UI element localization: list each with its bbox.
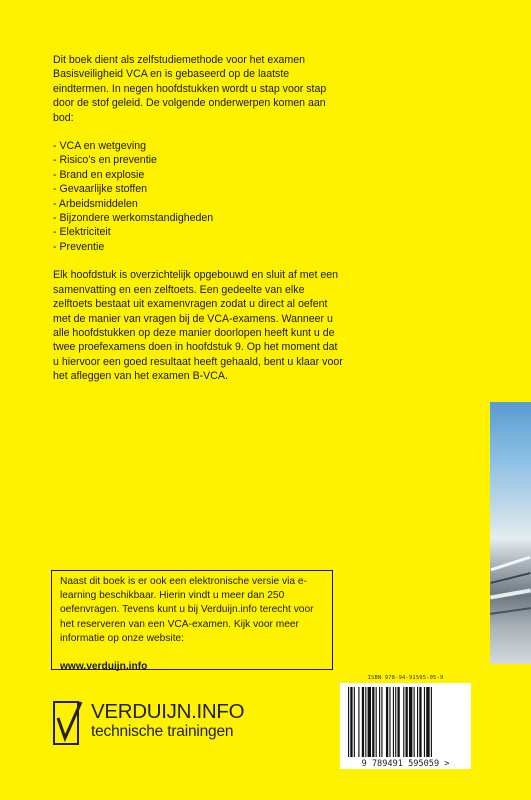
barcode-bar xyxy=(381,687,382,757)
barcode-bar xyxy=(354,687,355,757)
chapter-paragraph: Elk hoofdstuk is overzichtelijk opgebouwd en sluit af met een samenvatting en een zelftoets. Een gedeelte van elke zelftoets bestaat uit examenvragen zodat u direct al oefent met de manier van vragen bij de VCA-examens. Wanneer u alle hoofdstukken op deze manier doorlopen heeft kunt u de twee proefexamens doen in hoofdstuk 9. Op het moment dat u hiervoor een goed resultaat heeft gehaald, bent u klaar voor het afleggen van het examen B-VCA. xyxy=(53,269,343,383)
barcode-bar xyxy=(379,687,380,757)
photo-detail xyxy=(491,556,531,572)
topic-list xyxy=(53,139,343,254)
publisher-logo xyxy=(53,700,253,750)
barcode-bar xyxy=(426,687,429,757)
barcode-bar xyxy=(376,687,377,757)
topic-item: - Bijzondere werkomstandigheden xyxy=(53,212,214,225)
topic-item: - Arbeidsmiddelen xyxy=(53,197,138,210)
topic-item: - Risico's en preventie xyxy=(53,154,157,167)
photo-detail xyxy=(490,572,530,584)
barcode-bar xyxy=(431,687,432,757)
topic-item: - Gevaarlijke stoffen xyxy=(53,183,148,196)
description-text xyxy=(53,53,343,398)
photo-detail xyxy=(490,607,531,615)
isbn-number: ISBN 978-94-91595-05-9 xyxy=(367,675,444,681)
barcode-bar xyxy=(368,687,371,757)
barcode-bar xyxy=(393,687,394,757)
barcode-bar xyxy=(348,687,349,757)
isbn-barcode xyxy=(340,675,471,772)
logo-tagline: technische trainingen xyxy=(91,723,234,740)
barcode-bar xyxy=(397,687,399,757)
barcode-bar xyxy=(350,687,352,757)
topic-item: - VCA en wetgeving xyxy=(53,140,147,153)
barcode-bar xyxy=(419,687,421,757)
intro-paragraph: Dit boek dient als zelfstudiemethode voor het examen Basisveiligheid VCA en is gebaseerd op de laatste eindtermen. In negen hoofdstukken wordt u stap voor stap door de stof geleid. De volgende onderwerpen komen aan bod: xyxy=(53,54,327,124)
topic-item: - Elektriciteit xyxy=(53,226,111,239)
barcode-bar xyxy=(362,687,364,757)
logo-name: VERDUIJN.INFO xyxy=(91,700,245,723)
topic-item: - Preventie xyxy=(53,240,105,253)
cover-photo-strip xyxy=(490,402,531,664)
photo-detail xyxy=(490,588,531,599)
barcode-bar xyxy=(424,687,425,757)
website-link[interactable]: www.verduijn.info xyxy=(60,661,148,673)
barcode-bar xyxy=(409,687,412,757)
barcode-bar xyxy=(386,687,388,757)
barcode-bar xyxy=(395,687,396,757)
barcode-bar xyxy=(417,687,418,757)
info-box xyxy=(51,570,333,673)
barcode-bars xyxy=(340,683,471,761)
barcode-bar xyxy=(406,687,408,757)
barcode-bar xyxy=(365,687,366,757)
barcode-bar xyxy=(414,687,415,757)
ean-digits: 9 789491 595059 > xyxy=(340,759,471,769)
barcode-bar xyxy=(389,687,390,757)
barcode-bar xyxy=(403,687,404,757)
barcode-bar xyxy=(372,687,374,757)
barcode-bar xyxy=(358,687,359,757)
info-text: Naast dit boek is er ook een elektronische versie via e-learning beschikbaar. Hierin vindt u meer dan 250 oefenvragen. Tevens kunt u bij Verduijn.info terecht voor het reserveren van een VCA-examen. Kijk voor meer informatie op onze website: xyxy=(60,576,314,644)
barcode-icon xyxy=(340,683,471,761)
topic-item: - Brand en explosie xyxy=(53,168,145,181)
checkmark-logo-icon xyxy=(53,700,83,746)
